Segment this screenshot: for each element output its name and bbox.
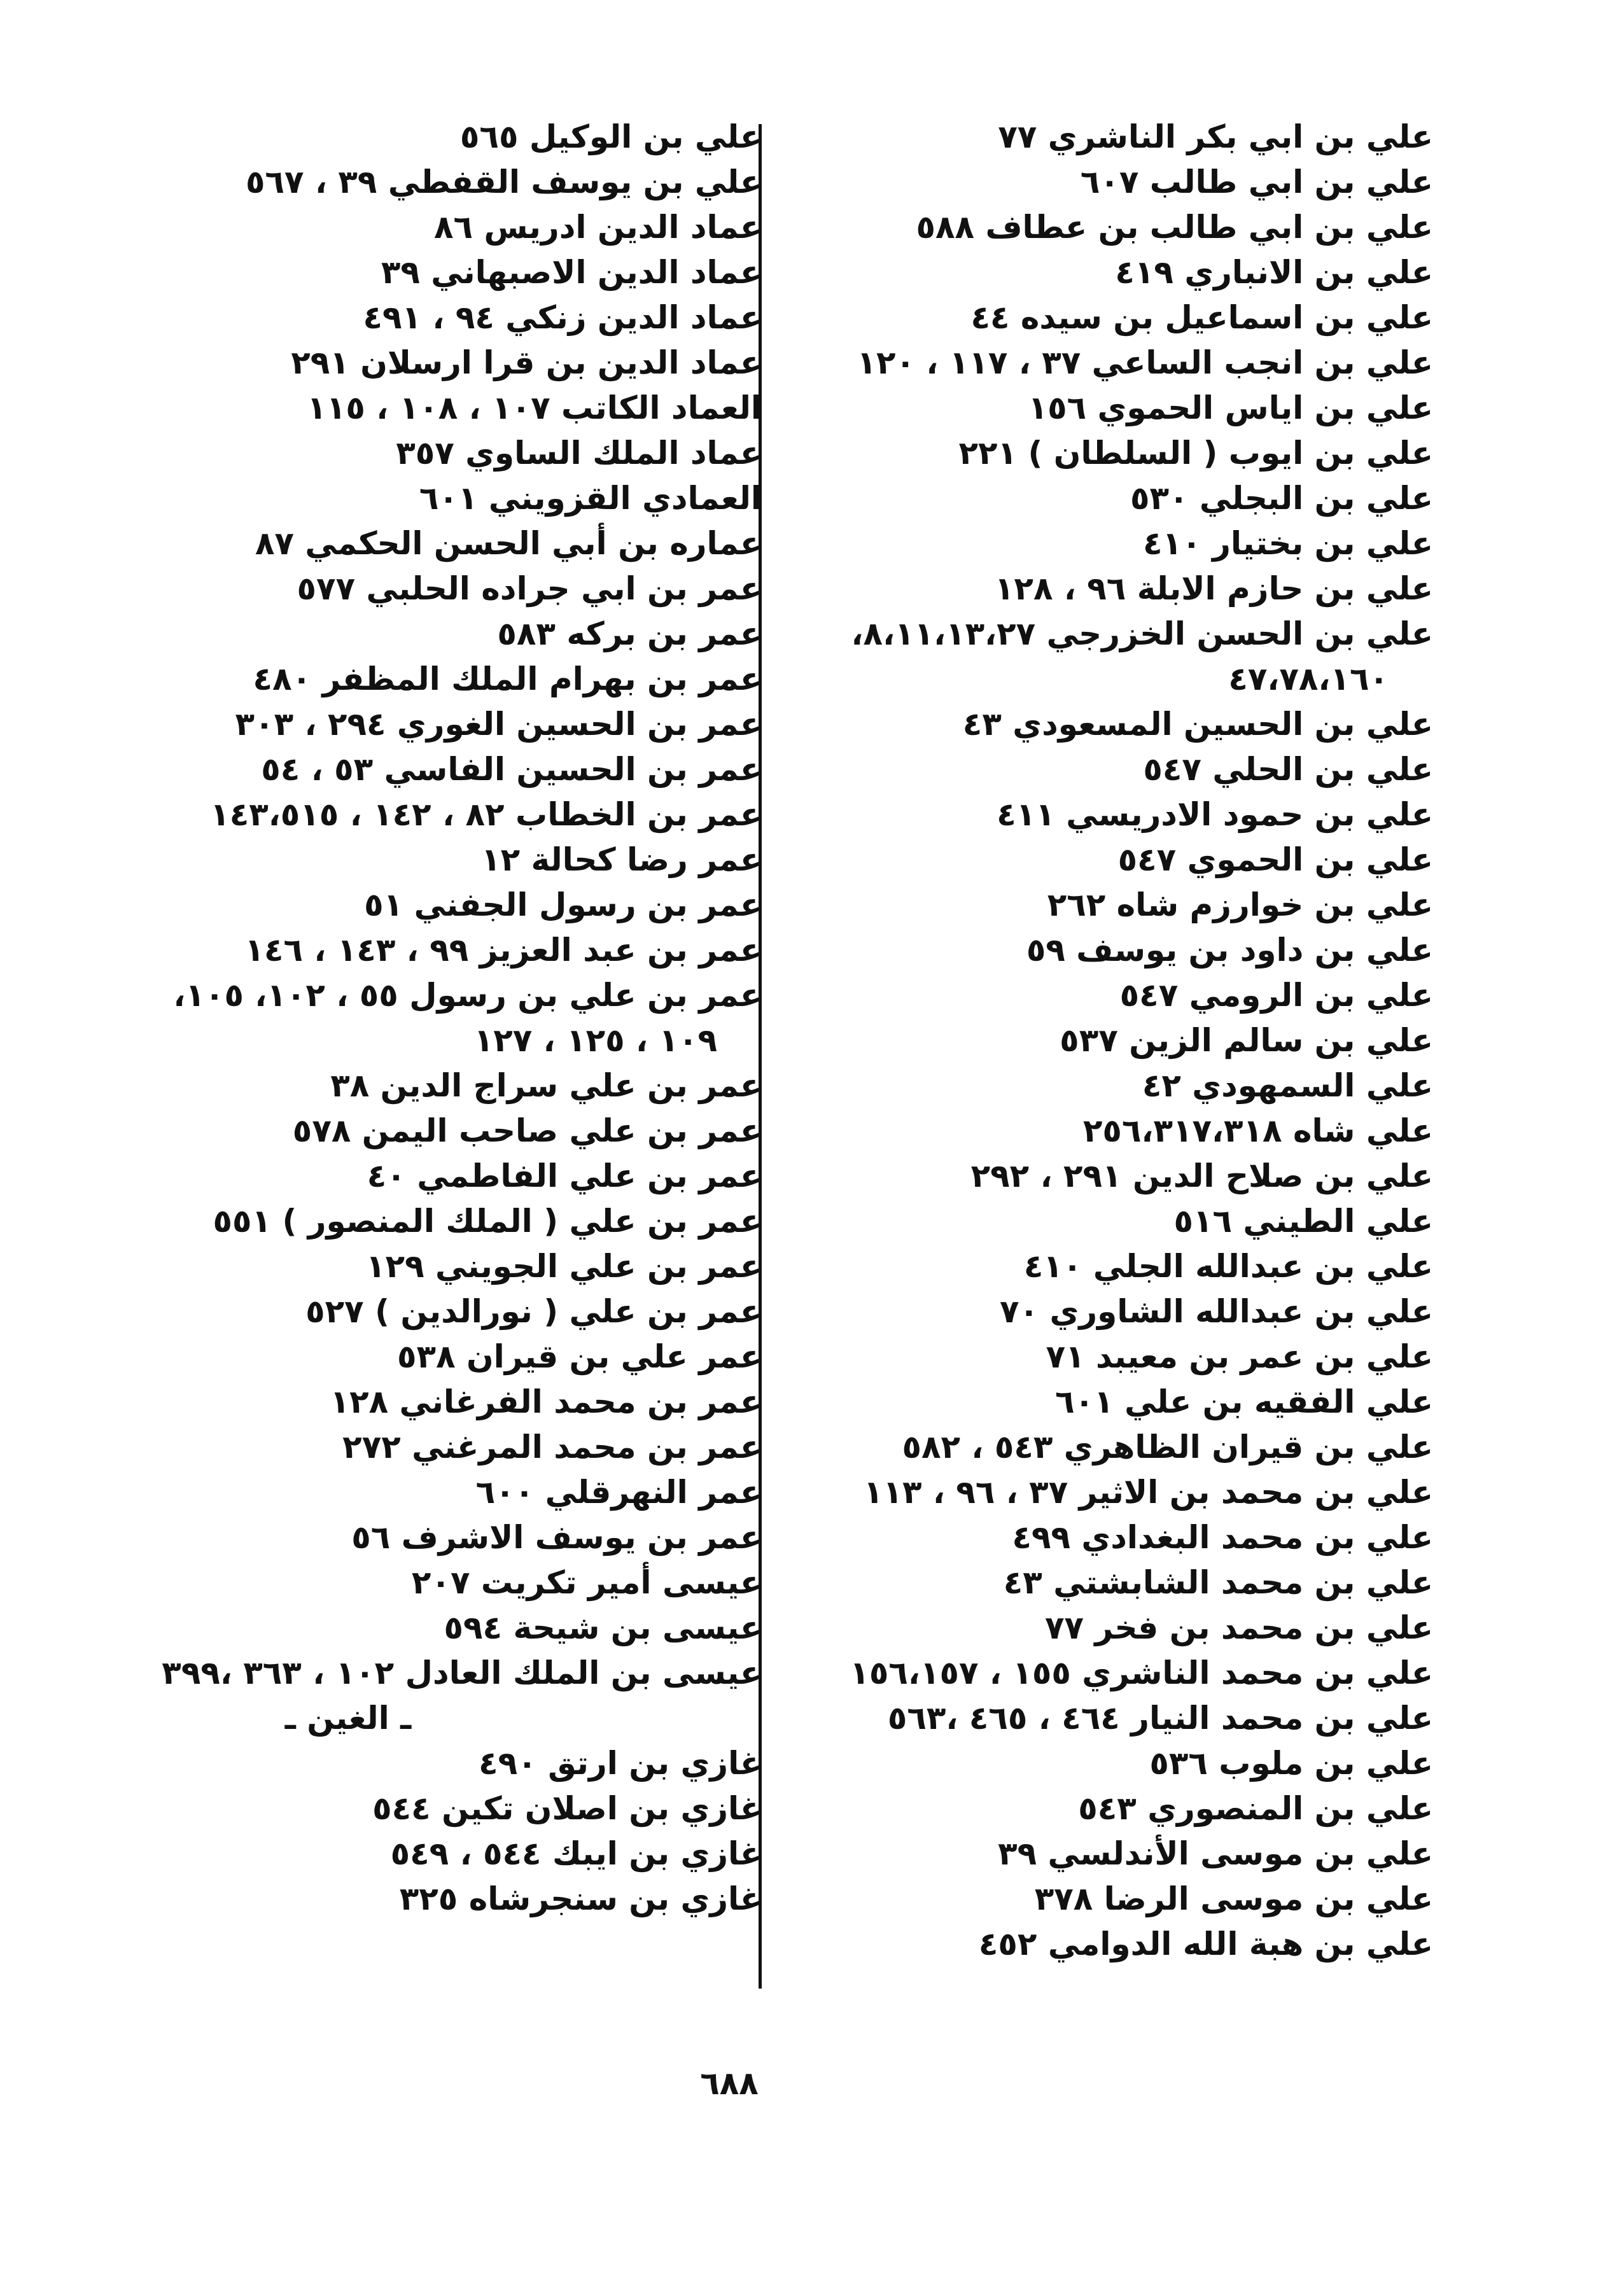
index-entry: علي بن ايوب ( السلطان ) ٢٢١ [958,435,1433,472]
index-entry: علي بن عمر بن معيبد ٧١ [1046,1338,1433,1375]
index-entry: علي الفقيه بن علي ٦٠١ [1055,1383,1433,1420]
index-entry: عمر بن علي ( الملك المنصور ) ٥٥١ [213,1203,762,1240]
index-entry: عمر رضا كحالة ١٢ [481,841,762,878]
index-entry: عمر النهرقلي ٦٠٠ [475,1474,762,1511]
index-entry: علي الطيني ٥١٦ [1173,1203,1433,1240]
index-entry: العمادي القزويني ٦٠١ [419,480,762,517]
index-entry: علي بن الحلي ٥٤٧ [1143,751,1433,788]
index-entry: علي السمهودي ٤٢ [1142,1067,1433,1104]
index-entry: عمر بن علي صاحب اليمن ٥٧٨ [292,1112,762,1149]
index-entry: عيسى بن الملك العادل ١٠٢ ، ٣٦٣ ،٣٩٩ [162,1654,762,1691]
index-entry: علي بن ابي طالب ٦٠٧ [1080,164,1433,200]
page-number: ٦٨٨ [700,2065,759,2102]
index-entry: علي بن صلاح الدين ٢٩١ ، ٢٩٢ [970,1157,1433,1194]
index-entry: علي بن الحسن الخزرجي ٨،١١،١٣،٢٧، [851,615,1433,652]
index-entry: عماد الملك الساوي ٣٥٧ [396,435,762,472]
index-entry: علي بن محمد البغدادي ٤٩٩ [1012,1519,1433,1556]
index-entry: علي بن انجب الساعي ٣٧ ، ١١٧ ، ١٢٠ [857,344,1433,381]
index-entry: علي بن يوسف القفطي ٣٩ ، ٥٦٧ [246,164,762,200]
index-entry: عمر بن محمد المرغني ٢٧٢ [342,1429,762,1465]
index-entry: علي بن ابي بكر الناشري ٧٧ [998,118,1433,155]
index-entry: عمر بن علي الجويني ١٢٩ [366,1248,762,1285]
index-entry: عمر بن عبد العزيز ٩٩ ، ١٤٣ ، ١٤٦ [244,932,762,969]
index-entry: علي بن ملوب ٥٣٦ [1149,1745,1433,1782]
index-entry: علي بن محمد الناشري ١٥٥ ، ١٥٦،١٥٧ [850,1654,1433,1691]
index-entry: غازي بن ايبك ٥٤٤ ، ٥٤٩ [390,1835,762,1872]
index-entry: علي بن المنصوري ٥٤٣ [1078,1790,1433,1827]
index-entry: علي بن محمد بن الاثير ٣٧ ، ٩٦ ، ١١٣ [863,1474,1433,1511]
index-entry: غازي بن اصلان تكين ٥٤٤ [372,1790,762,1827]
index-entry: عمر بن علي ( نورالدين ) ٥٢٧ [305,1293,762,1330]
index-entry: عماد الدين ادريس ٨٦ [434,209,762,246]
index-column-right [784,115,1433,1967]
index-entry: غازي بن ارتق ٤٩٠ [479,1745,762,1782]
index-entry: عماره بن أبي الحسن الحكمي ٨٧ [255,525,762,562]
index-entry: علي بن محمد الشابشتي ٤٣ [1003,1564,1433,1601]
section-heading: ـ الغين ـ [284,1700,412,1737]
index-entry: علي بن قيران الظاهري ٥٤٣ ، ٥٨٢ [902,1429,1433,1465]
index-entry: علي بن بختيار ٤١٠ [1143,525,1433,562]
index-entry: علي بن داود بن يوسف ٥٩ [1026,932,1433,969]
index-entry: علي بن البجلي ٥٣٠ [1130,480,1433,517]
index-entry: عماد الدين بن قرا ارسلان ٢٩١ [291,344,762,381]
index-entry: علي بن خوارزم شاه ٢٦٢ [1047,886,1433,923]
index-entry: علي بن سالم الزين ٥٣٧ [1060,1022,1433,1059]
index-entry: عيسى أمير تكريت ٢٠٧ [411,1564,762,1601]
index-entry: علي بن عبدالله الشاوري ٧٠ [1000,1293,1433,1330]
index-entry: علي بن عبدالله الجلي ٤١٠ [1023,1248,1433,1285]
index-entry: علي بن موسى الرضا ٣٧٨ [1034,1880,1433,1917]
index-entry: عمر بن علي بن رسول ٥٥ ، ١٠٢، ١٠٥، [173,977,762,1014]
index-entry: عمر بن محمد الفرغاني ١٢٨ [330,1383,762,1420]
index-entry: عماد الدين زنكي ٩٤ ، ٤٩١ [363,299,762,336]
index-entry: ٤٧،٧٨،١٦٠ [1228,661,1389,697]
index-entry: علي بن الحموي ٥٤٧ [1117,841,1433,878]
index-entry: عمر علي بن قيران ٥٣٨ [397,1338,762,1375]
index-entry: عمر بن يوسف الاشرف ٥٦ [351,1519,762,1556]
index-entry: عمر بن الخطاب ٨٢ ، ١٤٢ ، ١٤٣،٥١٥ [210,796,762,833]
index-entry: علي بن الانباري ٤١٩ [1115,254,1433,291]
index-entry: عيسى بن شيحة ٥٩٤ [444,1609,762,1646]
index-entry: علي بن موسى الأندلسي ٣٩ [998,1835,1433,1872]
index-entry: علي بن حمود الادريسي ٤١١ [997,796,1433,833]
index-entry: علي بن الرومي ٥٤٧ [1119,977,1433,1014]
index-entry: علي شاه ٢٥٦،٣١٧،٣١٨ [1082,1112,1433,1149]
index-entry: علي بن حازم الابلة ٩٦ ، ١٢٨ [994,570,1433,607]
index-entry: علي بن ابي طالب بن عطاف ٥٨٨ [916,209,1433,246]
index-entry: عمر بن رسول الجفني ٥١ [364,886,762,923]
index-entry: عمر بن الحسين الغوري ٢٩٤ ، ٣٠٣ [235,706,762,743]
index-entry: علي بن الوكيل ٥٦٥ [459,118,762,155]
index-entry: عمر بن علي سراج الدين ٣٨ [330,1067,762,1104]
index-entry: عمر بن ابي جراده الحلبي ٥٧٧ [297,570,762,607]
index-entry: عماد الدين الاصبهاني ٣٩ [381,254,762,291]
index-entry: عمر بن بهرام الملك المظفر ٤٨٠ [253,661,762,697]
index-entry: عمر بن بركه ٥٨٣ [497,615,762,652]
index-entry: علي بن اسماعيل بن سيده ٤٤ [970,299,1433,336]
index-entry: علي بن محمد بن فخر ٧٧ [1044,1609,1433,1646]
index-entry: علي بن محمد النيار ٤٦٤ ، ٤٦٥ ،٥٦٣ [887,1700,1433,1737]
index-entry: عمر بن علي الفاطمي ٤٠ [367,1157,762,1194]
index-entry: علي بن هبة الله الدوامي ٤٥٢ [978,1926,1433,1962]
index-entry: علي بن اياس الحموي ١٥٦ [1028,389,1433,426]
index-column-left [24,115,762,1922]
index-entry: علي بن الحسين المسعودي ٤٣ [962,706,1433,743]
index-entry: العماد الكاتب ١٠٧ ، ١٠٨ ، ١١٥ [307,389,762,426]
index-entry: ١٠٩ ، ١٢٥ ، ١٢٧ [473,1022,717,1059]
index-entry: عمر بن الحسين الفاسي ٥٣ ، ٥٤ [261,751,762,788]
index-entry: غازي بن سنجرشاه ٣٢٥ [399,1880,762,1917]
